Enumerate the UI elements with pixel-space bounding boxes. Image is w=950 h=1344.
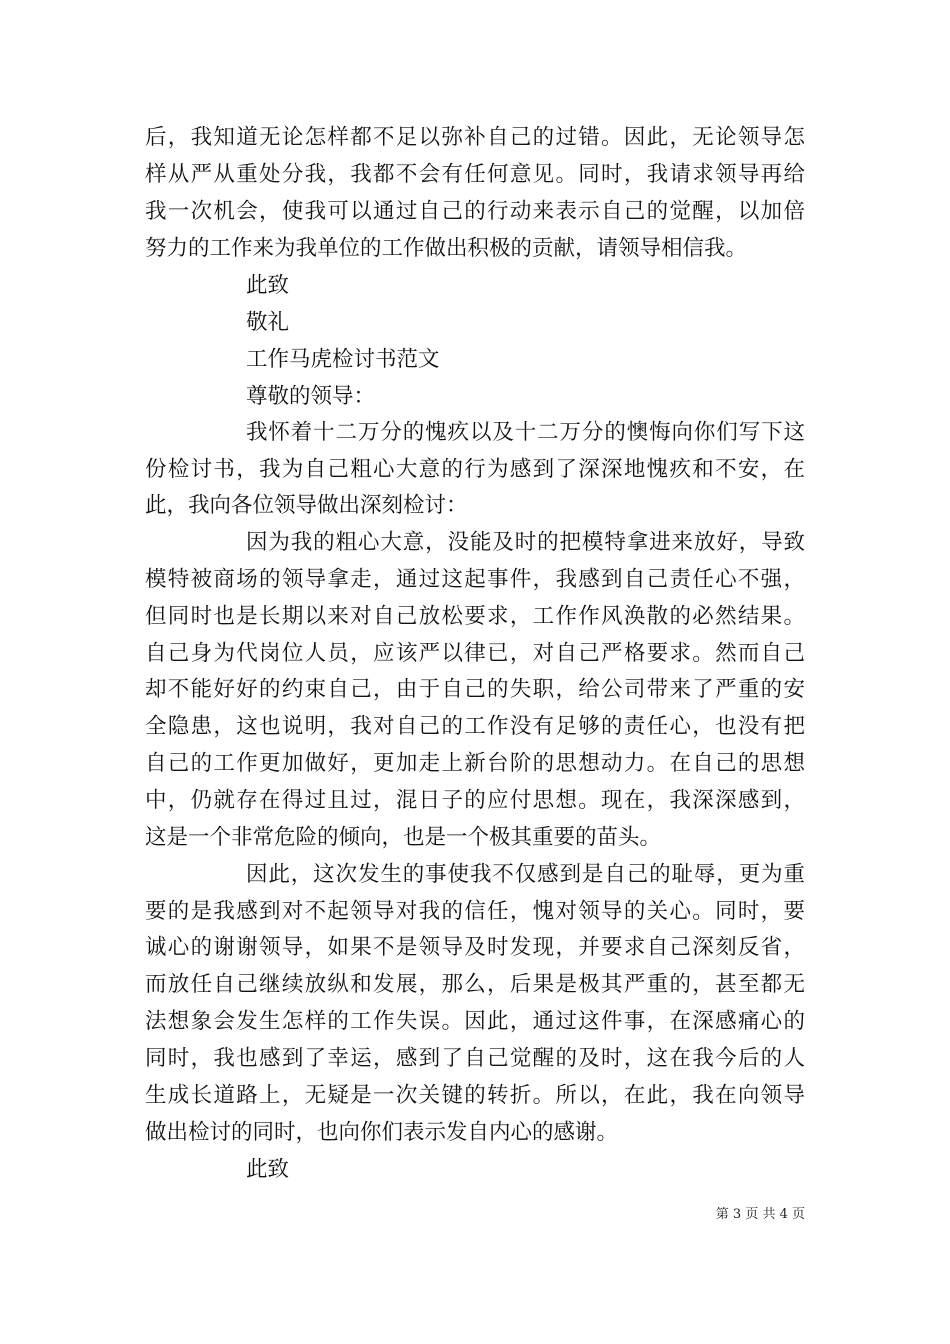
body-line: 这是一个非常危险的倾向，也是一个极其重要的苗头。: [145, 825, 662, 850]
body-line: 生成长道路上，无疑是一次关键的转折。所以，在此，我在向领导: [145, 1083, 805, 1108]
body-line: 努力的工作来为我单位的工作做出积极的贡献，请领导相信我。: [145, 236, 748, 261]
paragraph-first-line: 因为我的粗心大意，没能及时的把模特拿进来放好，导致: [246, 530, 805, 555]
body-line: 要的是我感到对不起领导对我的信任，愧对领导的关心。同时，要: [145, 899, 805, 924]
closing-salutation: 此致: [246, 1157, 290, 1182]
body-line: 此，我向各位领导做出深刻检讨：: [145, 493, 468, 518]
body-line: 却不能好好的约束自己，由于自己的失职，给公司带来了严重的安: [145, 677, 805, 702]
body-line: 份检讨书，我为自己粗心大意的行为感到了深深地愧疚和不安，在: [145, 457, 805, 482]
section-title: 工作马虎检讨书范文: [246, 347, 440, 372]
body-line: 自己的工作更加做好，更加走上新台阶的思想动力。在自己的思想: [145, 751, 805, 776]
body-line: 我一次机会，使我可以通过自己的行动来表示自己的觉醒，以加倍: [145, 199, 805, 224]
body-line: 做出检讨的同时，也向你们表示发自内心的感谢。: [145, 1120, 619, 1145]
body-line: 而放任自己继续放纵和发展，那么，后果是极其严重的，甚至都无: [145, 972, 805, 997]
body-line: 中，仍就存在得过且过，混日子的应付思想。现在，我深深感到，: [145, 788, 805, 813]
body-line: 诚心的谢谢领导，如果不是领导及时发现，并要求自己深刻反省，: [145, 935, 805, 960]
body-line: 全隐患，这也说明，我对自己的工作没有足够的责任心，也没有把: [145, 714, 805, 739]
body-line: 后，我知道无论怎样都不足以弥补自己的过错。因此，无论领导怎: [145, 125, 805, 150]
body-line: 但同时也是长期以来对自己放松要求，工作作风涣散的必然结果。: [145, 604, 805, 629]
body-line: 样从严从重处分我，我都不会有任何意见。同时，我请求领导再给: [145, 162, 805, 187]
greeting: 尊敬的领导：: [246, 384, 376, 409]
body-line: 法想象会发生怎样的工作失误。因此，通过这件事，在深感痛心的: [145, 1009, 805, 1034]
body-line: 同时，我也感到了幸运，感到了自己觉醒的及时，这在我今后的人: [145, 1046, 805, 1071]
closing-regards: 敬礼: [246, 310, 290, 335]
paragraph-first-line: 我怀着十二万分的愧疚以及十二万分的懊悔向你们写下这: [246, 420, 805, 445]
body-line: 自己身为代岗位人员，应该严以律已，对自己严格要求。然而自己: [145, 641, 805, 666]
page-number: 第 3 页 共 4 页: [715, 1207, 805, 1222]
closing-salutation: 此致: [246, 273, 290, 298]
body-line: 模特被商场的领导拿走，通过这起事件，我感到自己责任心不强，: [145, 567, 805, 592]
paragraph-first-line: 因此，这次发生的事使我不仅感到是自己的耻辱，更为重: [246, 862, 805, 887]
